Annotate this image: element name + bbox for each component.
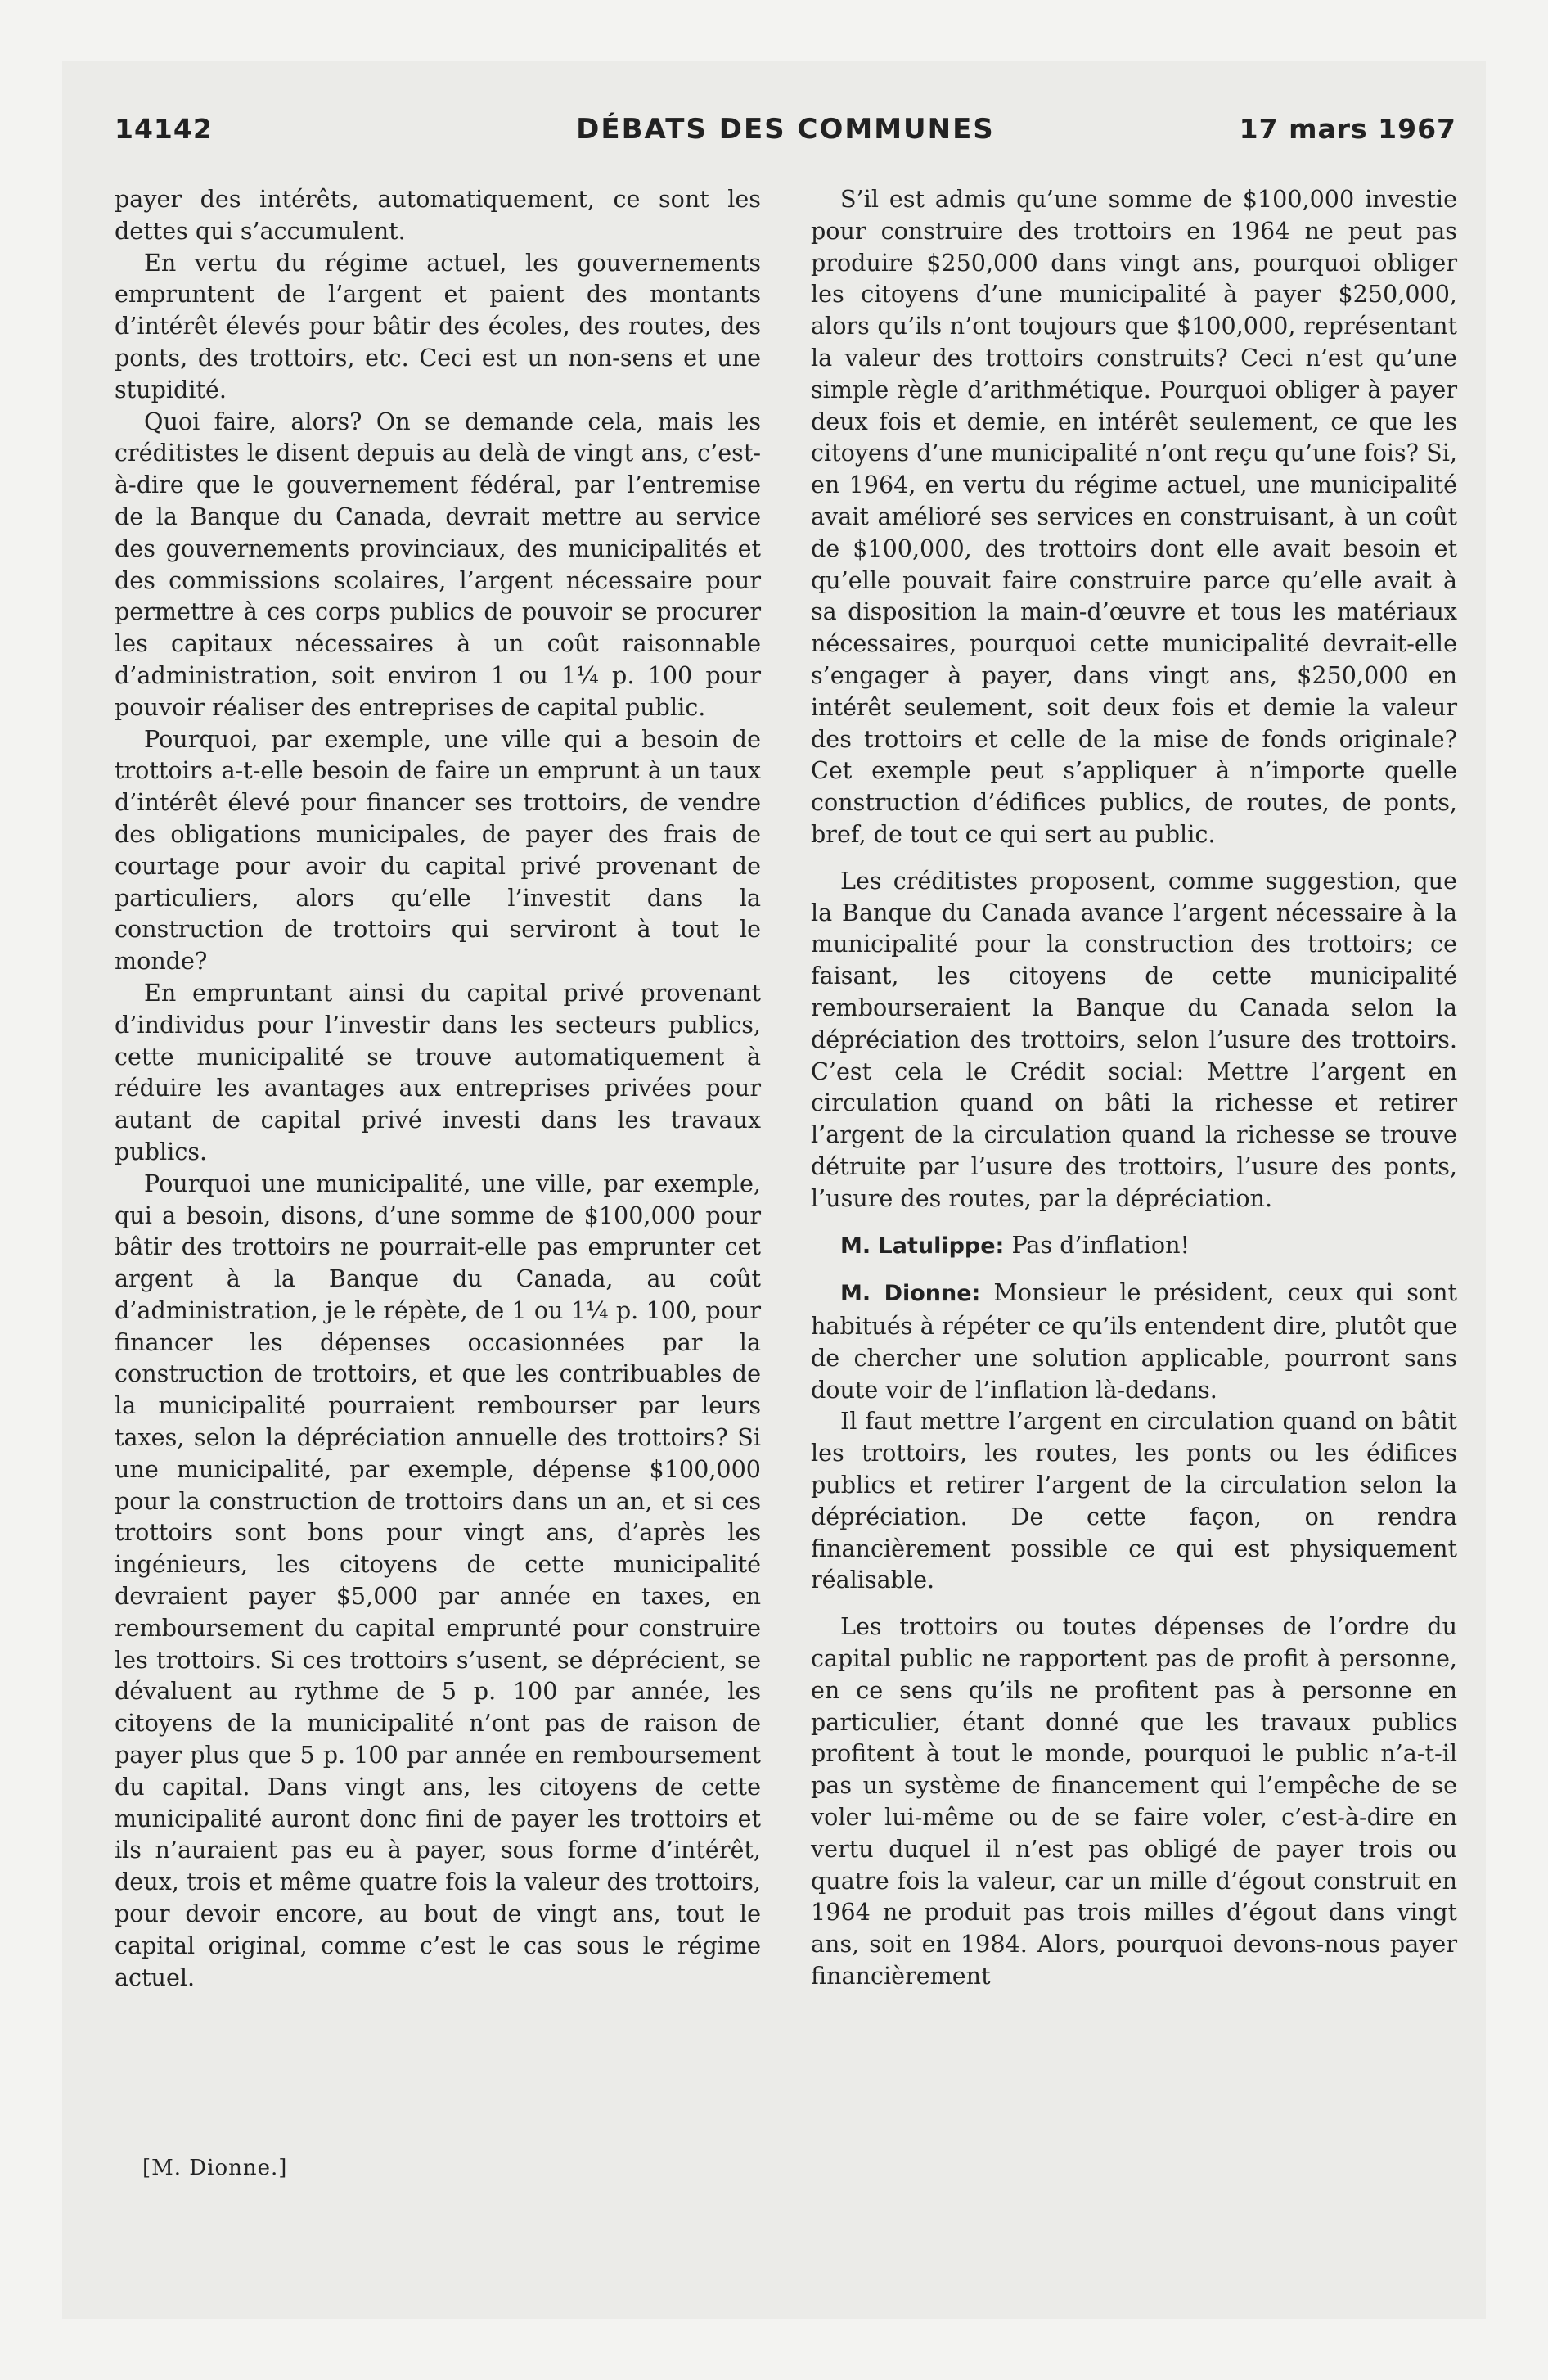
speaker-footnote: [M. Dionne.] (142, 2156, 288, 2180)
page (62, 61, 1486, 2319)
left-column (115, 183, 761, 1993)
paragraph: En empruntant ainsi du capital privé provenant d’individus pour l’investir dans les secteurs publics, cette municipalité se trouve automatiquement à réduire les avantages aux entreprises privées pour autant de capital privé investi dans les travaux publics. (115, 978, 761, 1165)
speech-dionne (811, 1277, 1457, 1405)
speaker-name: M. Dionne: (840, 1281, 981, 1307)
page-header (115, 113, 1456, 162)
paragraph: Pourquoi une municipalité, une ville, par exemple, qui a besoin, disons, d’une somme de $100,000 pour bâtir des trottoirs ne pourrait-elle pas emprunter cet argent à la Banque du Canada, au coût d’administration, je le répète, de 1 ou 1¼ p. 100, pour financer les dépenses occasionnées par la construction de trottoirs, et que les contribuables de la municipalité pourraient rembourser par leurs taxes, selon la dépréciation annuelle des trottoirs? Si une municipalité, par exemple, dépense $100,000 pour la construction de trottoirs dans un an, et si ces trottoirs sont bons pour vingt ans, d’après les ingénieurs, les citoyens de cette municipalité devraient payer $5,000 par année en taxes, en remboursement du capital emprunté pour construire les trottoirs. Si ces trottoirs s’usent, se déprécient, se dévaluent au rythme de 5 p. 100 par année, les citoyens de la municipalité n’ont pas de raison de payer plus que 5 p. 100 par année en remboursement du capital. Dans vingt ans, les citoyens de cette municipalité auront donc fini de payer les trottoirs et ils n’auraient pas eu à payer, sous forme d’intérêt, deux, trois et même quatre fois la valeur des trottoirs, pour devoir encore, au bout de vingt ans, tout le capital original, comme c’est le cas sous le régime actuel. (115, 1169, 761, 1991)
speaker-name: M. Latulippe: (840, 1233, 1005, 1259)
paragraph: Les trottoirs ou toutes dépenses de l’ordre du capital public ne rapportent pas de profit à personne, en ce sens qu’ils ne profitent pas à personne en particulier, étant donné que les travaux publics profitent à tout le monde, pourquoi le public n’a-t-il pas un système de financement qui l’empêche de se voler lui-même ou de se faire voler, c’est-à-dire en vertu duquel il n’est pas obligé de payer trois ou quatre fois la valeur, car un mille d’égout construit en 1964 ne produit pas trois milles d’égout dans vingt ans, soit en 1984. Alors, pourquoi devons-nous payer financièrement (811, 1612, 1457, 1990)
right-column (811, 183, 1457, 1992)
page-number: 14142 (115, 113, 213, 145)
paragraph: Quoi faire, alors? On se demande cela, mais les créditistes le disent depuis au delà de vingt ans, c’est-à-dire que le gouvernement fédéral, par l’entremise de la Banque du Canada, devrait mettre au service des gouvernements provinciaux, des municipalités et des commissions scolaires, l’argent nécessaire pour permettre à ces corps publics de pouvoir se procurer les capitaux nécessaires à un coût raisonnable d’administration, soit environ 1 ou 1¼ p. 100 pour pouvoir réaliser des entreprises de capital public. (115, 407, 761, 721)
page-date: 17 mars 1967 (1239, 113, 1456, 145)
speech-latulippe (811, 1229, 1457, 1263)
speech-text: Monsieur le président, ceux qui sont habitués à répéter ce qu’ils entendent dire, plutôt que de chercher une solution applicable, pourront sans doute voir de l’inflation là-dedans. (811, 1278, 1458, 1404)
paragraph: Il faut mettre l’argent en circulation quand on bâtit les trottoirs, les routes, les ponts ou les édifices publics et retirer l’argent de la circulation selon la dépréciation. De cette façon, on rendra financièrement possible ce qui est physiquement réalisable. (811, 1407, 1457, 1594)
paragraph: payer des intérêts, automatiquement, ce sont les dettes qui s’accumulent. (115, 185, 761, 245)
paragraph: En vertu du régime actuel, les gouvernements empruntent de l’argent et paient des montants d’intérêt élevés pour bâtir des écoles, des routes, des ponts, des trottoirs, etc. Ceci est un non-sens et une stupidité. (115, 248, 761, 403)
paragraph: Les créditistes proposent, comme suggestion, que la Banque du Canada avance l’argent nécessaire à la municipalité pour la construction des trottoirs; ce faisant, les citoyens de cette municipalité rembourseraient la Banque du Canada selon la dépréciation des trottoirs, selon l’usure des trottoirs. C’est cela le Crédit social: Mettre l’argent en circulation quand on bâti la richesse et retirer l’argent de la circulation quand la richesse se trouve détruite par l’usure des trottoirs, l’usure des ponts, l’usure des routes, par la dépréciation. (811, 866, 1457, 1212)
speech-text: Pas d’inflation! (1011, 1230, 1190, 1259)
paragraph: S’il est admis qu’une somme de $100,000 investie pour construire des trottoirs en 1964 ne peut pas produire $250,000 dans vingt ans, pourquoi obliger les citoyens d’une municipalité à payer $250,000, alors qu’ils n’ont toujours que $100,000, représentant la valeur des trottoirs construits? Ceci n’est qu’une simple règle d’arithmétique. Pourquoi obliger à payer deux fois et demie, en intérêt seulement, ce que les citoyens d’une municipalité n’ont reçu qu’une fois? Si, en 1964, en vertu du régime actuel, une municipalité avait amélioré ses services en construisant, à un coût de $100,000, des trottoirs dont elle avait besoin et qu’elle pouvait faire construire parce qu’elle avait à sa disposition la main-d’œuvre et tous les matériaux nécessaires, pourquoi cette municipalité devrait-elle s’engager à payer, dans vingt ans, $250,000 en intérêt seulement, soit deux fois et demie la valeur des trottoirs et celle de la mise de fonds originale? Cet exemple peut s’appliquer à n’importe quelle construction d’édifices publics, de routes, de ponts, bref, de tout ce qui sert au public. (811, 185, 1457, 848)
paragraph: Pourquoi, par exemple, une ville qui a besoin de trottoirs a-t-elle besoin de faire un emprunt à un taux d’intérêt élevé pour financer ses trottoirs, de vendre des obligations municipales, de payer des frais de courtage pour avoir du capital privé provenant de particuliers, alors qu’elle l’investit dans la construction de trottoirs qui serviront à tout le monde? (115, 724, 761, 976)
publication-title: DÉBATS DES COMMUNES (576, 113, 995, 146)
